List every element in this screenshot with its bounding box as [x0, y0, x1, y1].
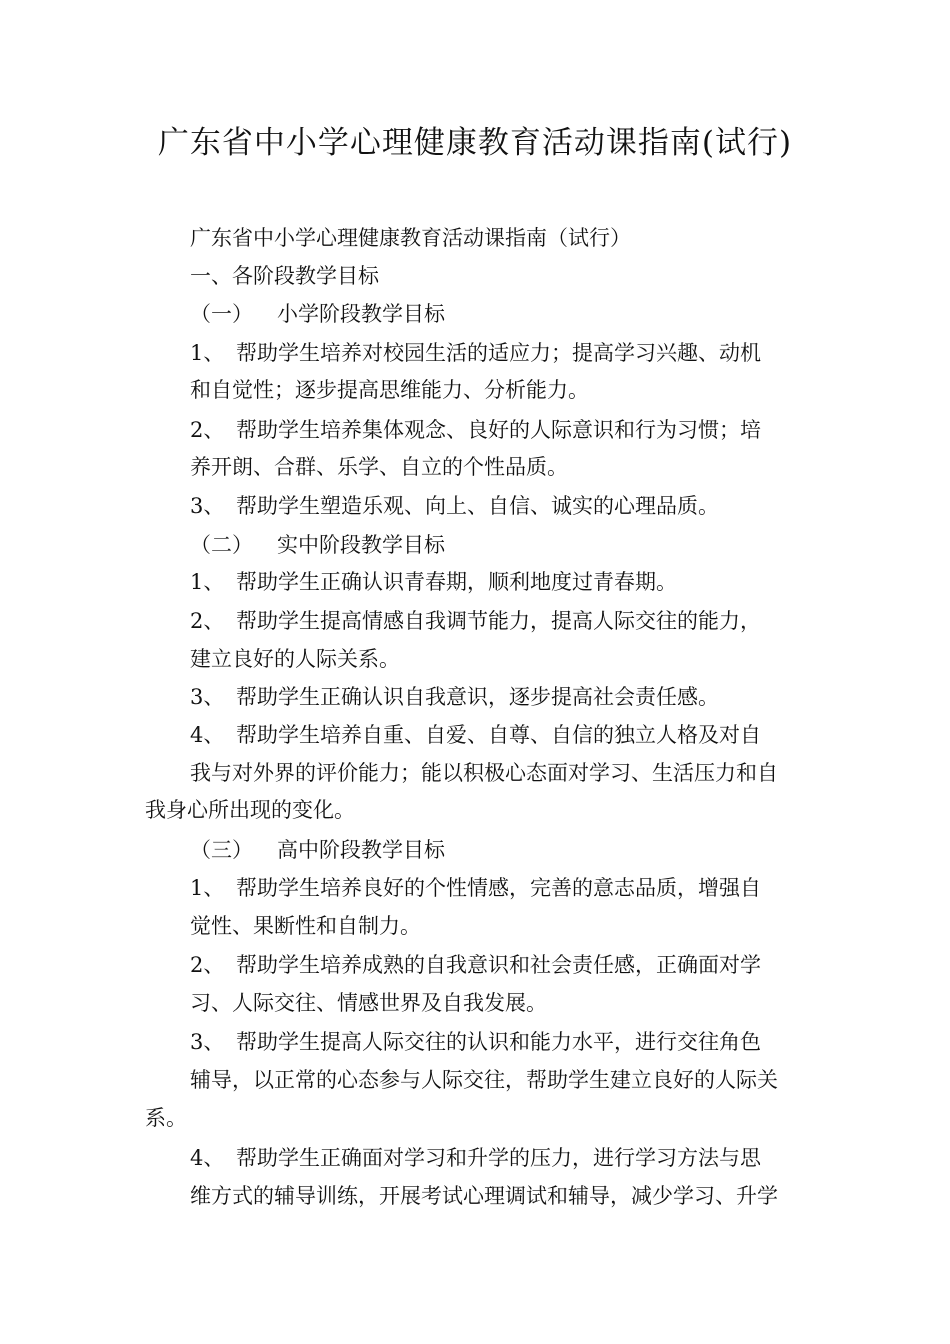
list-number: 1、	[190, 876, 225, 900]
list-item	[190, 682, 719, 712]
list-item	[190, 567, 677, 597]
list-text-continued: 我身心所出现的变化。	[145, 798, 355, 822]
list-number: 4、	[190, 723, 225, 747]
subsection-heading	[190, 299, 445, 329]
list-number: 2、	[190, 418, 225, 442]
subsection-title: 高中阶段教学目标	[277, 838, 445, 862]
list-number: 4、	[190, 1146, 225, 1170]
list-text: 帮助学生正确认识青春期，顺利地度过青春期。	[236, 570, 677, 594]
list-text: 帮助学生正确面对学习和升学的压力，进行学习方法与思	[236, 1146, 761, 1170]
list-text: 帮助学生提高情感自我调节能力，提高人际交往的能力，	[236, 609, 761, 633]
list-item	[190, 873, 761, 903]
subsection-title: 实中阶段教学目标	[277, 533, 445, 557]
subsection-heading	[190, 835, 445, 865]
list-item	[190, 606, 761, 636]
list-number: 1、	[190, 570, 225, 594]
list-item	[190, 950, 761, 980]
list-item	[190, 1027, 761, 1057]
list-number: 3、	[190, 685, 225, 709]
list-text-continued: 辅导，以正常的心态参与人际交往，帮助学生建立良好的人际关	[190, 1068, 778, 1092]
list-text: 帮助学生提高人际交往的认识和能力水平，进行交往角色	[236, 1030, 761, 1054]
list-text-continued: 我与对外界的评价能力；能以积极心态面对学习、生活压力和自	[190, 761, 778, 785]
list-text-continued: 觉性、果断性和自制力。	[190, 914, 421, 938]
subsection-number: （三）	[190, 838, 253, 862]
list-number: 3、	[190, 1030, 225, 1054]
list-text-continued: 建立良好的人际关系。	[190, 647, 400, 671]
list-text: 帮助学生培养对校园生活的适应力；提高学习兴趣、动机	[236, 341, 761, 365]
list-item	[190, 720, 761, 750]
list-item	[190, 415, 761, 445]
list-number: 3、	[190, 494, 225, 518]
list-number: 2、	[190, 953, 225, 977]
list-item	[190, 1143, 761, 1173]
subsection-number: （一）	[190, 302, 253, 326]
list-text: 帮助学生正确认识自我意识，逐步提高社会责任感。	[236, 685, 719, 709]
document-subtitle: 广东省中小学心理健康教育活动课指南（试行）	[190, 226, 631, 250]
list-item	[190, 338, 761, 368]
subsection-number: （二）	[190, 533, 253, 557]
document-title: 广东省中小学心理健康教育活动课指南(试行)	[157, 125, 793, 161]
list-text: 帮助学生塑造乐观、向上、自信、诚实的心理品质。	[236, 494, 719, 518]
list-text-continued: 和自觉性；逐步提高思维能力、分析能力。	[190, 378, 589, 402]
section-heading: 一、各阶段教学目标	[190, 264, 379, 288]
subsection-heading	[190, 530, 445, 560]
list-text: 帮助学生培养集体观念、良好的人际意识和行为习惯；培	[236, 418, 761, 442]
list-number: 1、	[190, 341, 225, 365]
subsection-title: 小学阶段教学目标	[277, 302, 445, 326]
list-text-continued: 养开朗、合群、乐学、自立的个性品质。	[190, 455, 568, 479]
list-text-continued: 系。	[145, 1106, 187, 1130]
list-text: 帮助学生培养成熟的自我意识和社会责任感，正确面对学	[236, 953, 761, 977]
list-item	[190, 491, 719, 521]
list-text: 帮助学生培养自重、自爱、自尊、自信的独立人格及对自	[236, 723, 761, 747]
list-text-continued: 习、人际交往、情感世界及自我发展。	[190, 991, 547, 1015]
list-number: 2、	[190, 609, 225, 633]
list-text: 帮助学生培养良好的个性情感，完善的意志品质，增强自	[236, 876, 761, 900]
list-text-continued: 维方式的辅导训练，开展考试心理调试和辅导，减少学习、升学	[190, 1184, 778, 1208]
